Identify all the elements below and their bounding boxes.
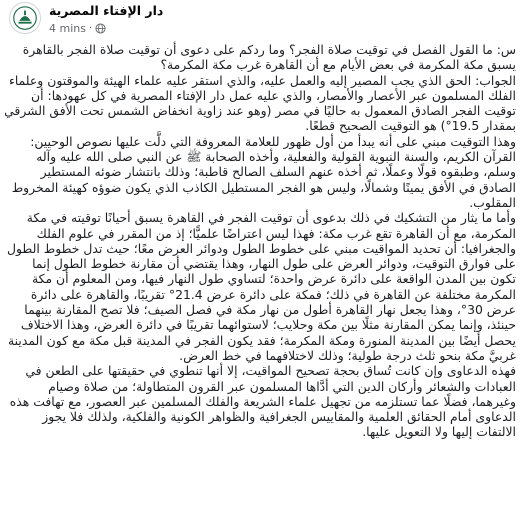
post-body bbox=[4, 42, 516, 440]
post-paragraph-question: س: ما القول الفصل في توقيت صلاة الفجر؟ وما ردكم على دعوى أن توقيت صلاة الفجر بالقاهرة يسبق مكة المكرمة في بعض الأيام مع أن القاهرة غرب مكة المكرمة؟ bbox=[22, 42, 516, 73]
page-logo-icon bbox=[10, 3, 40, 33]
post-header bbox=[0, 0, 522, 40]
post-paragraph-answer: الجواب: الحق الذي يجب المصير إليه والعمل عليه، والذي استقر عليه علماء الهيئة والموقتون وعلماء الفلك المسلمون عبر الأعصار والأمصار، والذي عليه عمل دار الإفتاء المصرية في كل عهودها: أن توقيت الفجر الصادق المعمول به حاليًا في مصر (وهو عند زاوية انخفاض الشمس تحت الأفق الشرقي بمقدار 19.5°) هو التوقيت الصحيح قطعًا. bbox=[4, 72, 516, 134]
post-paragraph-basis: وهذا التوقيت مبني على أنه يبدأ من أول ظهور للعلامة المعروفة التي دلَّت عليها نصوص الوحيين: القرآن الكريم، والسنة النبوية القولية والفعلية، وأخذه الصحابة ﷺ عن النبي صلى الله عليه وآله وسلم، وطبقوه قولًا وعملًا، ثم أخذه عنهم السلف الصالح قاطبة؛ وذلك بانتشار ضوئه المستطير الصادق في الأفق يمينًا وشمالًا، وليس هو الفجر المستطيل الكاذب الذي يكون ضوؤه كهيئة المخروط المقلوب. bbox=[11, 133, 516, 210]
post-paragraph-conclusion: فهذه الدعاوى وإن كانت تُساق بحجة تصحيح المواقيت، إلا أنها تنطوي في حقيقتها على الطعن في العبادات والشعائر وأركان الدين التي أدَّاها المسلمون عبر القرون المتطاولة؛ من صلاة وصيام وغيرهما، فضلًا عما تستلزمه من تجهيل علماء الشريعة والفلك المسلمين عبر العصور، مع تهافت هذه الدعاوى أمام الحقائق العلمية والمقاييس الجغرافية والظواهر الكونية والفلكية، ولذلك فلا يجوز الالتفات إليها ولا التعويل عليها. bbox=[9, 363, 516, 440]
post-timestamp[interactable]: 4 mins bbox=[49, 21, 86, 35]
page-avatar[interactable] bbox=[9, 2, 41, 34]
meta-separator: · bbox=[88, 22, 93, 34]
post-meta bbox=[49, 21, 106, 35]
globe-icon bbox=[95, 23, 106, 34]
post-paragraph-refutation: وأما ما يثار من التشكيك في ذلك بدعوى أن توقيت الفجر في القاهرة يسبق أحيانًا توقيته في مكة المكرمة، مع أن القاهرة تقع غرب مكة: فهذا ليس اعتراضًا علميًّا؛ إذ من المقرر في علوم الفلك والجغرافيا: أن تحديد المواقيت مبني على خطوط الطول ودوائر العرض معًا؛ حيث تدل خطوط الطول على فوارق التوقيت، ودوائر العرض على طول النهار، وهذا يقتضي أن مقارنة خطوط الطول إنما تكون بين المدن الواقعة على دائرة عرض واحدة؛ لتساوي طول النهار فيها، ومن المعلوم أن مكة المكرمة مختلفة عن القاهرة في ذلك؛ فمكة على دائرة عرض 21.4° تقريبًا، والقاهرة على دائرة عرض 30°، وهذا يجعل نهار القاهرة أطول من نهار مكة في فصل الصيف؛ فلا تصح المقارنة بينهما حينئذ، وإنما يمكن المقارنة مثلًا بين مكة وحلايب؛ لاستوائهما تقريبًا في دائرة العرض، وهذا الاختلاف يحصل أيضًا بين المدينة المنورة ومكة المكرمة؛ فقد يكون الفجر في المدينة قبل مكة مع كون المدينة غربيَّ مكة بنحو ثلث درجة طولية؛ وذلك لاختلافهما في خط العرض. bbox=[7, 210, 516, 363]
post-author-name[interactable]: دار الإفتاء المصرية bbox=[49, 3, 164, 18]
